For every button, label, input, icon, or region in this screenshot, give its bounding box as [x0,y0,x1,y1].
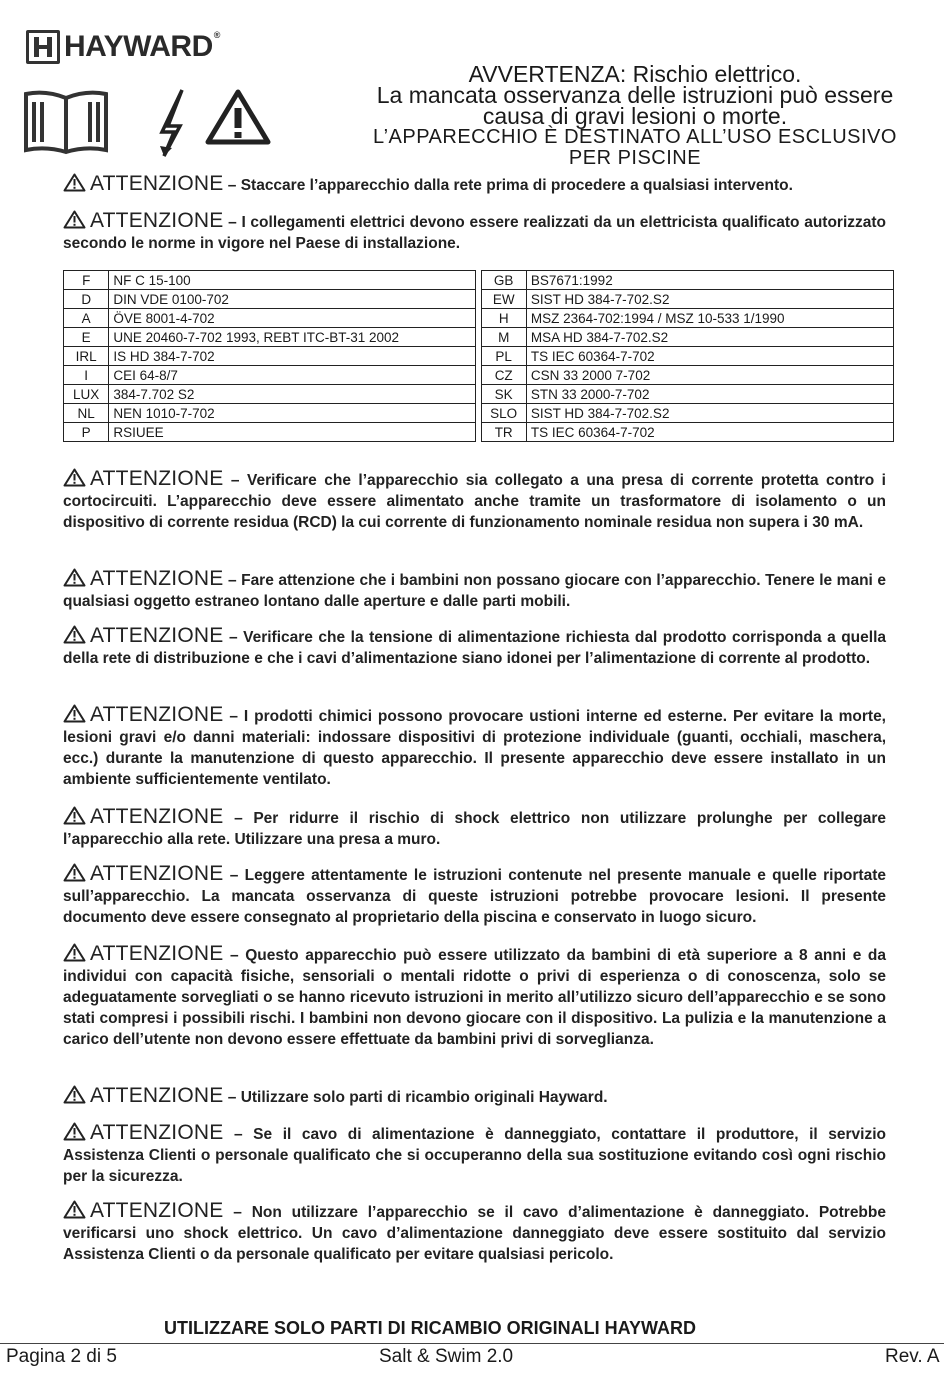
header-line-1: AVVERTENZA: Rischio elettrico. [468,61,802,87]
country-code-cell: CZ [481,366,526,385]
warning-icon [63,210,86,229]
standard-cell: SIST HD 384-7-702.S2 [526,290,893,309]
country-code-cell: P [64,423,109,442]
warning-paragraph [63,704,886,790]
lightning-icon [160,90,182,156]
country-code-cell: D [64,290,109,309]
table-row [64,271,894,290]
standard-cell: CSN 33 2000 7-702 [526,366,893,385]
header-line-4: L’APPARECCHIO È DESTINATO ALL’USO ESCLUSIVO [373,126,897,148]
country-code-cell: LUX [64,385,109,404]
standard-cell: MSZ 2364-702:1994 / MSZ 10-533 1/1990 [526,309,893,328]
warning-label: ATTENZIONE [90,1121,224,1144]
table-row [64,290,894,309]
warning-label: ATTENZIONE [90,862,224,885]
country-code-cell: E [64,328,109,347]
table-row [64,385,894,404]
warning-paragraph [63,468,886,533]
standard-cell: UNE 20460-7-702 1993, REBT ITC-BT-31 2002 [109,328,476,347]
revision: Rev. A [885,1346,940,1367]
warning-icon [63,1085,86,1104]
warning-paragraph [63,863,886,928]
warning-label: ATTENZIONE [90,1199,224,1222]
warning-text: – I prodotti chimici possono provocare ustioni interne ed esterne. Per evitare la morte, lesioni gravi e/o danni materiali: indossare dispositivi di protezione individuale (guanti, occhiali, maschera, ecc.) durante la manutenzione di questo apparecchio. Il presente apparecchio deve essere installato in un ambiente sufficientemente ventilato. [63,708,886,788]
country-code-cell: A [64,309,109,328]
warning-text: – Leggere attentamente le istruzioni contenute nel presente manuale e quelle riportate sull’apparecchio. La mancata osservanza di queste istruzioni potrebbe provocare lesioni. Il presente documento deve essere consegnato al proprietario della piscina e conservato in luogo sicuro. [63,867,886,926]
country-code-cell: NL [64,404,109,423]
brand-name: HAYWARD® [64,30,220,63]
warning-icon [63,625,86,644]
standard-cell: BS7671:1992 [526,271,893,290]
warning-text: – Verificare che la tensione di alimentazione richiesta dal prodotto corrisponda a quella della rete di distribuzione e che i cavi d’alimentazione siano idonei per l’alimentazione di corrente al prodotto. [63,629,886,667]
warning-label: ATTENZIONE [90,172,224,195]
country-code-cell: IRL [64,347,109,366]
warning-label: ATTENZIONE [90,1084,224,1107]
spare-parts-note: UTILIZZARE SOLO PARTI DI RICAMBIO ORIGINALI HAYWARD [164,1318,696,1338]
warning-text: – Utilizzare solo parti di ricambio originali Hayward. [227,1089,608,1106]
standard-cell: TS IEC 60364-7-702 [526,347,893,366]
standards-table [63,270,894,442]
warning-icon [63,468,86,487]
country-code-cell: TR [481,423,526,442]
warning-paragraph [63,943,886,1050]
product-name: Salt & Swim 2.0 [379,1346,514,1367]
warning-paragraph [63,625,886,669]
hayward-logo [26,30,220,64]
warning-icon [208,92,268,142]
standard-cell: CEI 64-8/7 [109,366,476,385]
warning-text: – Staccare l’apparecchio dalla rete prima di procedere a qualsiasi intervento. [227,177,793,194]
table-row [64,328,894,347]
standard-cell: RSIUEE [109,423,476,442]
standard-cell: NEN 1010-7-702 [109,404,476,423]
table-row [64,423,894,442]
warning-icon [63,1200,86,1219]
warning-icon [63,943,86,962]
warning-paragraph [63,1122,886,1187]
book-icon [26,93,106,152]
warning-icon [63,568,86,587]
warning-text: – Questo apparecchio può essere utilizzato da bambini di età superiore a 8 anni e da individui con capacità fisiche, sensoriali o mentali ridotte o privi di esperienza o di conoscenza, solo se adeguatamente sorvegliati o se hanno ricevuto istruzioni in merito all’utilizzo sicuro dell’apparecchio e se sono stati compresi i possibili rischi. I bambini non devono giocare con il dispositivo. La pulizia e la manutenzione a carico dell’utente non devono essere effettuate da bambini privi di sorveglianza. [63,947,886,1048]
header-icons [22,88,282,163]
standard-cell: NF C 15-100 [109,271,476,290]
warning-label: ATTENZIONE [90,624,224,647]
header-line-3: causa di gravi lesioni o morte. [482,103,788,129]
standard-cell: SIST HD 384-7-702.S2 [526,404,893,423]
hayward-logo-mark [26,30,60,64]
standard-cell: MSA HD 384-7-702.S2 [526,328,893,347]
country-code-cell: I [64,366,109,385]
standard-cell: 384-7.702 S2 [109,385,476,404]
warning-paragraph [63,173,886,196]
header-line-2: La mancata osservanza delle istruzioni può essere [376,82,894,108]
standard-cell: IS HD 384-7-702 [109,347,476,366]
page-number: Pagina 2 di 5 [6,1346,117,1367]
warning-paragraph [63,210,886,254]
warning-paragraph [63,1200,886,1265]
table-row [64,347,894,366]
warning-label: ATTENZIONE [90,703,224,726]
warning-icon [63,1122,86,1141]
country-code-cell: PL [481,347,526,366]
country-code-cell: SLO [481,404,526,423]
standard-cell: ÖVE 8001-4-702 [109,309,476,328]
warning-label: ATTENZIONE [90,805,224,828]
warning-label: ATTENZIONE [90,942,224,965]
table-row [64,404,894,423]
warning-text: – Per ridurre il rischio di shock elettrico non utilizzare prolunghe per collegare l’apparecchio alla rete. Utilizzare una presa a muro. [63,810,886,848]
country-code-cell: SK [481,385,526,404]
country-code-cell: F [64,271,109,290]
warning-icon [63,704,86,723]
header-line-5: PER PISCINE [568,147,702,169]
warning-label: ATTENZIONE [90,209,224,232]
warning-icon [63,806,86,825]
table-row [64,309,894,328]
warning-icon [63,173,86,192]
electrical-risk-header [300,61,950,169]
table-row [64,366,894,385]
standard-cell: STN 33 2000-7-702 [526,385,893,404]
warning-paragraph [63,1085,886,1108]
country-code-cell: H [481,309,526,328]
country-code-cell: M [481,328,526,347]
warning-text: – Non utilizzare l’apparecchio se il cavo d’alimentazione è danneggiato. Potrebbe verificarsi uno shock elettrico. Un cavo d’alimentazione danneggiato deve essere sostituito dal servizio Assistenza Clienti o da personale qualificato per evitare qualsiasi pericolo. [63,1204,886,1263]
standard-cell: DIN VDE 0100-702 [109,290,476,309]
warning-icon [63,863,86,882]
warning-paragraph [63,568,886,612]
standard-cell: TS IEC 60364-7-702 [526,423,893,442]
country-code-cell: GB [481,271,526,290]
warning-label: ATTENZIONE [90,567,224,590]
footer-divider [0,1343,944,1344]
country-code-cell: EW [481,290,526,309]
warning-text: – Se il cavo di alimentazione è danneggiato, contattare il produttore, il servizio Assistenza Clienti o personale qualificato che si occuperanno della sua sostituzione evitando così ogni rischio per la sicurezza. [63,1126,887,1185]
warning-text: – I collegamenti elettrici devono essere realizzati da un elettricista qualificato autorizzato secondo le norme in vigore nel Paese di installazione. [63,214,887,252]
warning-label: ATTENZIONE [90,467,224,490]
warning-paragraph [63,806,886,850]
warning-text: – Fare attenzione che i bambini non possano giocare con l’apparecchio. Tenere le mani e qualsiasi oggetto estraneo lontano dalle aperture e dalle parti mobili. [63,572,886,610]
warning-text: – Verificare che l’apparecchio sia collegato a una presa di corrente protetta contro i cortocircuiti. L’apparecchio deve essere alimentato anche tramite un trasformatore di isolamento o un dispositivo di corrente residua (RCD) la cui corrente di funzionamento nominale residua non supera i 30 mA. [63,472,886,531]
